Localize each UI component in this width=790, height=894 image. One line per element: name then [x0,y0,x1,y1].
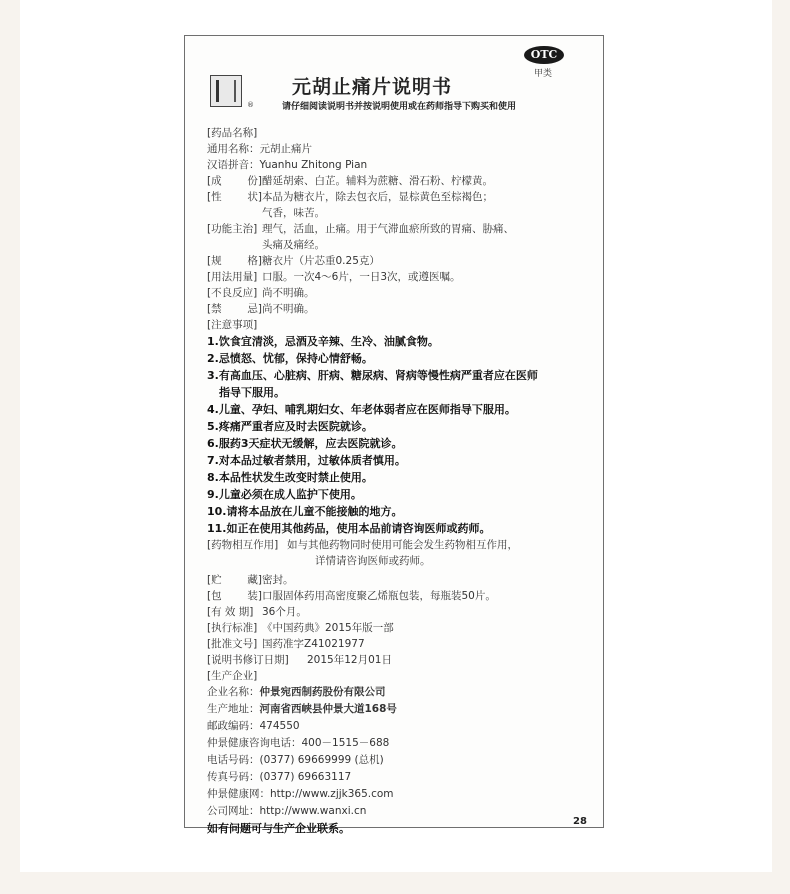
precaution-item: 6.服药3天症状无缓解，应去医院就诊。 [207,437,403,450]
interactions-row: [药物相互作用] 如与其他药物同时使用可能会发生药物相互作用， [207,539,518,551]
company-name-row: 企业名称： 仲景宛西制药股份有限公司 [207,686,386,698]
fax-row: 传真号码： (0377) 69663117 [207,771,352,783]
package-row: [包 装] 口服固体药用高密度聚乙烯瓶包装，每瓶装50片。 [207,590,496,602]
specification-row: [规 格] 糖衣片（片芯重0.25克） [207,255,380,267]
validity-row: [有 效 期] 36个月。 [207,606,307,618]
precaution-item: 7.对本品过敏者禁用，过敏体质者慎用。 [207,454,406,467]
approval-row: [批准文号] 国药准字Z41021977 [207,638,365,650]
page-number: 28 [573,816,587,827]
precaution-item: 8.本品性状发生改变时禁止使用。 [207,471,373,484]
precaution-item: 5.疼痛严重者应及时去医院就诊。 [207,420,373,433]
contact-note: 如有问题可与生产企业联系。 [207,822,350,835]
instruction-body [207,125,597,837]
registered-mark: ® [247,101,254,109]
properties-row-cont: 气香，味苦。 [262,207,325,219]
ingredients-row: [成 份] 醋延胡索、白芷。辅料为蔗糖、滑石粉、柠檬黄。 [207,175,493,187]
precaution-item: 9.儿童必须在成人监护下使用。 [207,488,362,501]
drug-name-section: [药品名称] [207,127,258,139]
otc-class: 甲类 [534,69,553,79]
properties-row: [性 状] 本品为糖衣片，除去包衣后，显棕黄色至棕褐色； [207,191,493,203]
standard-row: [执行标准] 《中国药典》2015年版一部 [207,622,394,634]
phone-row: 电话号码： (0377) 69669999 (总机) [207,754,384,766]
precautions-section: [注意事项] [207,319,258,331]
company-site-row: 公司网址： http://www.wanxi.cn [207,805,367,817]
precaution-item: 4.儿童、孕妇、哺乳期妇女、年老体弱者应在医师指导下服用。 [207,403,516,416]
brand-logo [210,75,242,107]
adverse-row: [不良反应] 尚不明确。 [207,287,315,299]
hotline-row: 仲景健康咨询电话： 400－1515－688 [207,737,390,749]
common-name-row: 通用名称： 元胡止痛片 [207,143,312,155]
precaution-item-cont: 指导下服用。 [219,386,285,399]
address-row: 生产地址： 河南省西峡县仲景大道168号 [207,703,397,715]
interactions-row-cont: 详情请咨询医师或药师。 [315,555,431,567]
postal-row: 邮政编码： 474550 [207,720,300,732]
document-subtitle: 请仔细阅读说明书并按说明使用或在药师指导下购买和使用 [282,102,517,112]
otc-badge: OTC [524,46,564,64]
health-site-row: 仲景健康网： http://www.zjjk365.com [207,788,394,800]
precaution-item: 11.如正在使用其他药品，使用本品前请咨询医师或药师。 [207,522,491,535]
contraindications-row: [禁 忌] 尚不明确。 [207,303,315,315]
precaution-item: 2.忌愤怒、忧郁，保持心情舒畅。 [207,352,373,365]
revision-row: [说明书修订日期] 2015年12月01日 [207,654,392,666]
precaution-item: 3.有高血压、心脏病、肝病、糖尿病、肾病等慢性病严重者应在医师 [207,369,538,382]
pinyin-row: 汉语拼音： Yuanhu Zhitong Pian [207,159,368,171]
precaution-item: 10.请将本品放在儿童不能接触的地方。 [207,505,403,518]
manufacturer-section: [生产企业] [207,670,258,682]
storage-row: [贮 藏] 密封。 [207,574,294,586]
document-title: 元胡止痛片说明书 [292,76,453,98]
precaution-item: 1.饮食宜清淡，忌酒及辛辣、生冷、油腻食物。 [207,335,439,348]
indications-row-cont: 头痛及痛经。 [262,239,325,251]
usage-row: [用法用量] 口服。一次4～6片，一日3次，或遵医嘱。 [207,271,461,283]
indications-row: [功能主治] 理气，活血，止痛。用于气滞血瘀所致的胃痛、胁痛、 [207,223,514,235]
